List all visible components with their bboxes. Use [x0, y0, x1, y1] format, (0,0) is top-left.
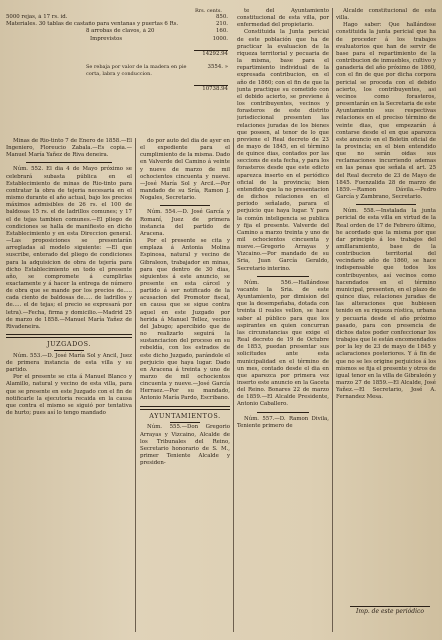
column-2 — [140, 138, 230, 634]
notice-557: Núm. 557.—D. Ramon Divila, Teniente primero de — [237, 415, 329, 429]
notice-556: Núm. 556.—Hallándose vacante la Sria. de este Ayuntamiento, por dimision del que la desempeñaba, dotada con treinta il reales vellon, se hace saber al público para que los aspirantes en quien concurran las circunstancias que exige el Real decreto de 19 de Octubre de 1853, puedan presentar sus solicitudes ante esta municipalidad en el término de un mes, contado desde el dia en que aparezca por primera vez inserto este anuncio en la Gaceta del Reino. Bonares 22 de marzo de 1859.—El Alcalde Presidente, Antonio Caballero. — [237, 279, 329, 408]
notice-558: Núm. 558.—Instalada la junta pericial de esta villa en virtud de la Real orden de 17 de Febrero último, he acordado que la misma por que dar principio á los trabajos del amillaramiento, base de la contribucion territorial del vecindario año de 1860, se hace indispensable que todos los contribuyentes, así vecinos como hacendados en el término municipal, presenten, en el plazo de quince dias, relaciones juradas de las alteraciones que hubiesen tenido en su riqueza rústica, urbana y pecuaria desde el año próximo pasado, para con presencia de dichos datos poder confeccionar los trabajos que le están encomendados por la ley de 23 de mayo de 1845 y aclaraciones posteriores. Y á fin de que no se les origine perjuicios á los mismos se fija el presente y otros de igual tenor en la villa de Gibraleón y marzo 27 de 1859.—El Alcalde, José Yañez.—El Secretario, José A. Fernandez Mesa. — [336, 208, 436, 401]
section-heading-ayuntamientos: AYUNTAMIENTOS. — [140, 413, 230, 423]
subtotal: 14292.94 — [6, 51, 228, 58]
deduction-row: Se rebaja por valor de la madera en pie corta, labra y conduccion. 3554. » — [86, 64, 228, 78]
column-rule — [135, 138, 136, 632]
divider — [356, 204, 416, 205]
column-rule — [332, 138, 333, 632]
divider — [257, 276, 309, 277]
notice-554-heading: Núm. 554.—D. José García y Romaní, Juez de primera instancia del partido de Aracena. — [140, 209, 230, 237]
column-3 — [237, 8, 329, 634]
notice-555: Núm. 555.—Don Gregorio Arrayas y Vizcaino, Alcalde de los Tribunales del Reino, Secretario honorario de S. M., primer Teniente Alcalde y presiden- — [140, 424, 230, 467]
notice-555-continued: te del Ayuntamiento constitucional de esta villa, por enfermedad del propietario. — [237, 8, 329, 29]
account-row: Materiales. 30 tablas de castaño para ventanas y puertas 6 Rs. 210. — [6, 21, 228, 28]
accounts-table — [6, 6, 228, 136]
currency-header: Rrs. cents. — [194, 8, 222, 14]
notice-557-continued: Alcalde constitucional de esta villa. — [336, 8, 436, 22]
notice-553-continued: do por auto del dia de ayer en el expediente para el cumplimiento de la misma. Dado en Valverde del Camino á veinte y nueve de marzo de mil ochocientos cincuenta y nueve.—José María Sol y Arcil.—Por mandado de su Sría, Ramon J. Nogales, Secretario. — [140, 138, 230, 202]
column-rule — [332, 8, 333, 138]
account-row: 8 arrobas de clavos, á 20 160. — [86, 28, 228, 35]
notice-553-heading: Núm. 553.—D. José María Sol y Ancil, Juez de primera instancia de esta villa y su partido. — [6, 352, 132, 374]
account-row: Imprevistos 1000. — [90, 35, 228, 42]
column-4 — [336, 8, 436, 634]
column-1 — [6, 138, 132, 634]
notice-555-body: Constituida la Junta pericial de este población que ha de practicar la evaluacion de la riqueza territorial y pecuaria de la misma, base para el repartimiento individual de la expresada contribucion, en el año de 1860; con el fin de que la junta practique su cometido con el debido acierto, se previene á los contribuyentes, vecinos y forasteros de este distrito jurisdiccional presenten las relaciones juradas de los bienes que poseen, al tenor de lo que previene el Real decreto de 23 de mayo de 1845, en el término de quince dias, contados por las seccions de esta fecha, y para los forasteros desde que este edicto aparezca inserto en el periódico oficial de la provincia; bien entendido que la no presentacion de dichos relaciones en el periodo señalado, parara el perjuicio que haya lugar. Y para la común inteligencia se publica y fija el presente. Valverde del Camino a marzo treinta y uno de mil ochocientos cincuenta y nueve.—Gregorio Arrayas y Vizcaino.—Por mandado de su Sria, Juan García Geraldo, Secretario interino. — [237, 29, 329, 272]
grand-total: 10738.94 — [6, 86, 228, 93]
column-rule — [233, 138, 234, 632]
section-divider — [140, 406, 230, 410]
notice-552: Núm. 552. El dia 4 de Mayo próximo se celebrará subasta pública en el Establecimiento de minas de Rio-tinto para contratar la obra de tejeria necesaria en el mismo durante el año actual, bajo los precios máximos admisibles de 26 rs. el 100 de baldosas 15 rs. el de ladrillos comunes; y 17 el de tejas tambien comunes.—El pliego de condiciones se halla de manifiesto en dicho Establecimiento y en esta Direccion general.—Las proposiciones se presentarán arregladas al modelo siguiente: —El que suscribe, enterado del pliego de condiciones para la adquisicion de obra de tejería para dicho Establecimiento en todo el presente año, se compromete á cumplirlas exactamente y á hacer la entrega de número de obra que se mande por los precios de..... cada ciento de baldosas de..... de ladrillos y de..... el de tejas; el precio se expresará por letra).—Fecha, firma y domicilio.—Madrid 25 de marzo de 1858.—Manuel María Yañez de Rivadeneira. — [6, 166, 132, 330]
divider — [257, 412, 309, 413]
divider — [160, 205, 210, 206]
printer-imprint: Imp. de este periódico — [350, 606, 430, 615]
notice-557-body: Hago saber: Que hallándose constituida la junta pericial que ha de proceder á los trabajos evaluatorios que han de servir de base para el repartimiento de la contribucion de inmuebles, cultivo y ganaderia del año próximo de 1860, con el fin de que por dicha corpora pericial se proceda con el debido acierto, los contribuyentes, asi vecinos como forasteros, presentarán en la Secretaria de este Ayuntamiento sus respectivas relaciones en el preciso término de veinte dias, que empezarán á contarse desde el en que aparezca este anuncio en el Boletin oficial de la provincia; en el bien entendido que no serán oidas sus reclamaciones incurriendo ademas en las penas que señala el art. 25 del Real decreto de 23 de Mayo de 1845. Fuenzalida 28 de marzo de 1859.—Ramon Dávila.—Pedro García y Zambrano, Secretario. — [336, 22, 436, 201]
notice-553-body: Por el presente se cita á Manuel Blanco y Alamillo, natural y vecino de esta villa, para que se presente en este Juzgado con el fin de notificarle la ejecutoria recaida en la causa que contra el mismo se siguió por tentativa de hurto; pues así lo tengo mandado — [6, 374, 132, 417]
section-heading-juzgados: JUZGADOS. — [6, 341, 132, 351]
account-row: 5000 rejas, á 17 rs. id. 850. — [6, 14, 228, 20]
section-divider — [6, 334, 132, 338]
divider — [26, 162, 112, 163]
notice-554-body: Por el presente se cita y emplaza á Antonia Molina Espinosa, natural y vecino de Gibraleon, trabajador en minas, para que dentro de 30 dias, siguientes á este anuncio, se presente en esta cárcel y partido á ser notificado de la acusacion del Promotor fiscal, en causa que se sigue contra aquel en este Juzgado por herida á Manuel Tellez, vecino del Jabugo; apercibido que de no realizarlo seguirá la sustanciacion del proceso en su rebeldía, con los estrados de este dicho Juzgado, parándole el perjuicio que haya lugar. Dado en Aracena á treinta y uno de marzo de mil ochocientos cincuenta y nueve.—José García Herraez.—Por su mandado, Antonio María Pardo, Escribano. — [140, 238, 230, 402]
intro-paragraph: Minas de Rio-tinto 7 de Enero de 1858.—El Ingeniero, Floreucio Zabala.—Es copia.—Manuel María Yañez de Riva deneira. — [6, 138, 132, 159]
